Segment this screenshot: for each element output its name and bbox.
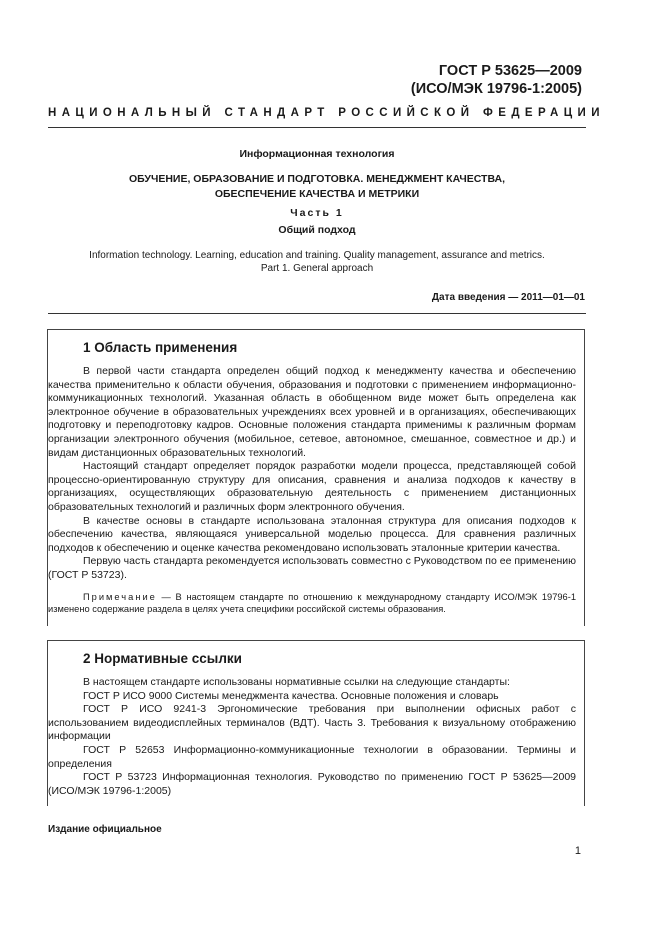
title-line-1: ОБУЧЕНИЕ, ОБРАЗОВАНИЕ И ПОДГОТОВКА. МЕНЕДЖМЕНТ КАЧЕСТВА, <box>128 173 506 185</box>
introduction-date: Дата введения — 2011—01—01 <box>431 292 585 303</box>
english-title-line-1: Information technology. Learning, education and training. Quality management, assurance and metrics. <box>89 250 545 261</box>
section-1-paragraph-4: Первую часть стандарта рекомендуется использовать совместно с Руководством по ее применению (ГОСТ Р 53723). <box>48 555 576 581</box>
section-1-note <box>48 591 576 616</box>
section-1-paragraph-1: В первой части стандарта определен общий подход к менеджменту качества и обеспечению качества применительно к области обучения, образования и подготовки с применением информационно-коммуникационных технологий. Указанная область в обобщенном виде может быть определена как электронное обучение в образовательных учреждениях всех уровней и в организациях, обеспечивающих подготовку и переподготовку кадров. Основные положения стандарта применимы к различным формам организации электронного обучения (мобильное, сетевое, автономное, смешанное, совместное и др.) и видам дистанционных образовательных технологий. <box>48 365 576 459</box>
normative-reference: ГОСТ Р 52653 Информационно-коммуникационные технологии в образовании. Термины и определения <box>48 743 576 770</box>
normative-reference: ГОСТ Р ИСО 9241-3 Эргономические требования при выполнении офисных работ с использованием видеодисплейных терминалов (ВДТ). Часть 3. Требования к визуальному отображению информации <box>48 703 576 743</box>
note-label: Примечание <box>83 591 157 602</box>
official-edition-label: Издание официальное <box>48 824 162 835</box>
section-2-heading: 2 Нормативные ссылки <box>83 651 242 666</box>
normative-reference: ГОСТ Р 53723 Информационная технология. Руководство по применению ГОСТ Р 53625—2009 (ИСО/МЭК 19796-1:2005) <box>48 771 576 797</box>
section-2 <box>48 650 576 798</box>
normative-reference: ГОСТ Р ИСО 9000 Системы менеджмента качества. Основные положения и словарь <box>83 689 499 702</box>
section-1-heading: 1 Область применения <box>83 340 238 355</box>
section-2-intro: В настоящем стандарте использованы нормативные ссылки на следующие стандарты: <box>83 676 510 688</box>
iso-number: (ИСО/МЭК 19796-1:2005) <box>410 81 582 97</box>
title-group: Информационная технология <box>239 148 395 160</box>
date-rule <box>48 313 586 314</box>
note-text: — В настоящем стандарте по отношению к международному стандарту ИСО/МЭК 19796-1 изменено содержание раздела в целях учета специфики российской системы образования. <box>48 591 576 614</box>
section-1-paragraph-3: В качестве основы в стандарте использована эталонная структура для описания подходов к обеспечению качества, являющаяся универсальной моделью процесса. Для сравнения различных подходов к обеспечению и оценке качества рекомендовано использовать эталонные критерии качества. <box>48 514 576 554</box>
section-1 <box>48 339 576 616</box>
national-standard-banner: НАЦИОНАЛЬНЫЙ СТАНДАРТ РОССИЙСКОЙ ФЕДЕРАЦИИ <box>48 107 605 119</box>
page-number: 1 <box>574 845 581 857</box>
gost-number: ГОСТ Р 53625—2009 <box>438 63 582 79</box>
section-1-paragraph-2: Настоящий стандарт определяет порядок разработки модели процесса, представляющей собой процессно-ориентированную структуру для описания, сравнения и анализа подходов к качеству в организациях, осуществляющих образовательную деятельность с применением дистанционных образовательных технологий и различных форм электронного обучения. <box>48 460 576 513</box>
part-title: Общий подход <box>278 224 356 236</box>
header-rule <box>48 127 586 128</box>
english-title-line-2: Part 1. General approach <box>260 263 374 274</box>
title-line-2: ОБЕСПЕЧЕНИЕ КАЧЕСТВА И МЕТРИКИ <box>214 188 420 200</box>
part-label: Часть 1 <box>290 207 344 219</box>
